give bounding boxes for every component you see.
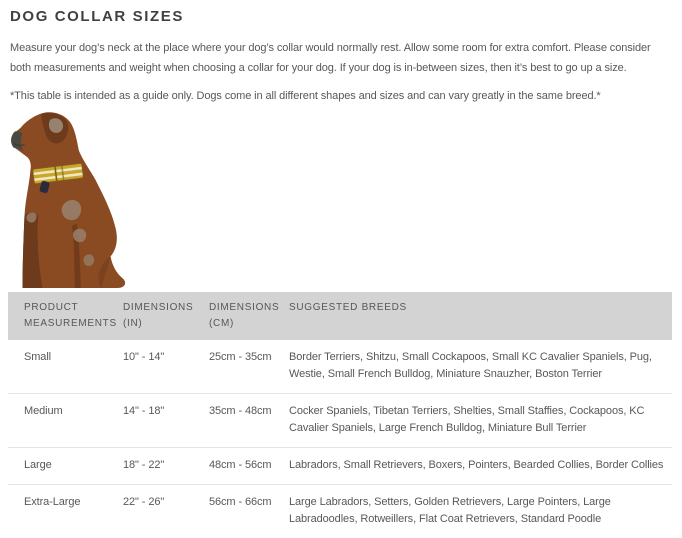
dimensions-in-cell: 14" - 18" (123, 393, 209, 447)
dog-illustration-svg (6, 111, 131, 292)
breeds-cell: Large Labradors, Setters, Golden Retrievers, Large Pointers, Large Labradoodles, Rotweillers, Flat Coat Retrievers, Standard Poodle (289, 484, 672, 538)
size-cell: Extra-Large (8, 484, 123, 538)
dimensions-cm-cell: 48cm - 56cm (209, 447, 289, 484)
col-header-suggested-breeds: SUGGESTED BREEDS (289, 292, 672, 340)
table-row-medium (8, 393, 672, 447)
col-header-dimensions-cm: DIMENSIONS (CM) (209, 292, 289, 340)
dimensions-cm-cell: 56cm - 66cm (209, 484, 289, 538)
col-header-dimensions-in: DIMENSIONS (IN) (123, 292, 209, 340)
breeds-cell: Border Terriers, Shitzu, Small Cockapoos, Small KC Cavalier Spaniels, Pug, Westie, Small French Bulldog, Miniature Snauzher, Boston Terrier (289, 350, 652, 380)
dimensions-cm-cell: 25cm - 35cm (209, 350, 272, 363)
dog-illustration (6, 111, 672, 292)
size-cell: Large (8, 447, 123, 484)
table-row-extra-large (8, 484, 672, 538)
collar-size-table (8, 292, 672, 538)
dimensions-in-cell: 18" - 22" (123, 447, 209, 484)
breeds-cell: Labradors, Small Retrievers, Boxers, Pointers, Bearded Collies, Border Collies (289, 447, 672, 484)
intro-text: Measure your dog’s neck at the place where your dog’s collar would normally rest. Allow some room for extra comfort. Please consider both measurements and weight when choosing a collar for your dog. If your dog is in-between sizes, then it’s best to go up a size. (10, 42, 651, 75)
dimensions-in-cell: 10" - 14" (123, 350, 165, 363)
size-cell: Small (24, 350, 52, 363)
table-row-large (8, 447, 672, 484)
size-cell: Medium (8, 393, 123, 447)
table-header-row (8, 292, 672, 340)
dimensions-cm-cell: 35cm - 48cm (209, 393, 289, 447)
table-row-small (8, 340, 672, 394)
guide-note: *This table is intended as a guide only. Dogs come in all different shapes and sizes and can vary greatly in the same breed.* (10, 90, 601, 103)
breeds-cell: Cocker Spaniels, Tibetan Terriers, Shelties, Small Staffies, Cockapoos, KC Cavalier Spaniels, Large French Bulldog, Miniature Bull Terrier (289, 393, 672, 447)
col-header-product-measurements: PRODUCT MEASUREMENTS (8, 292, 123, 340)
dimensions-in-cell: 22" - 26" (123, 484, 209, 538)
page-title: DOG COLLAR SIZES (10, 8, 184, 25)
